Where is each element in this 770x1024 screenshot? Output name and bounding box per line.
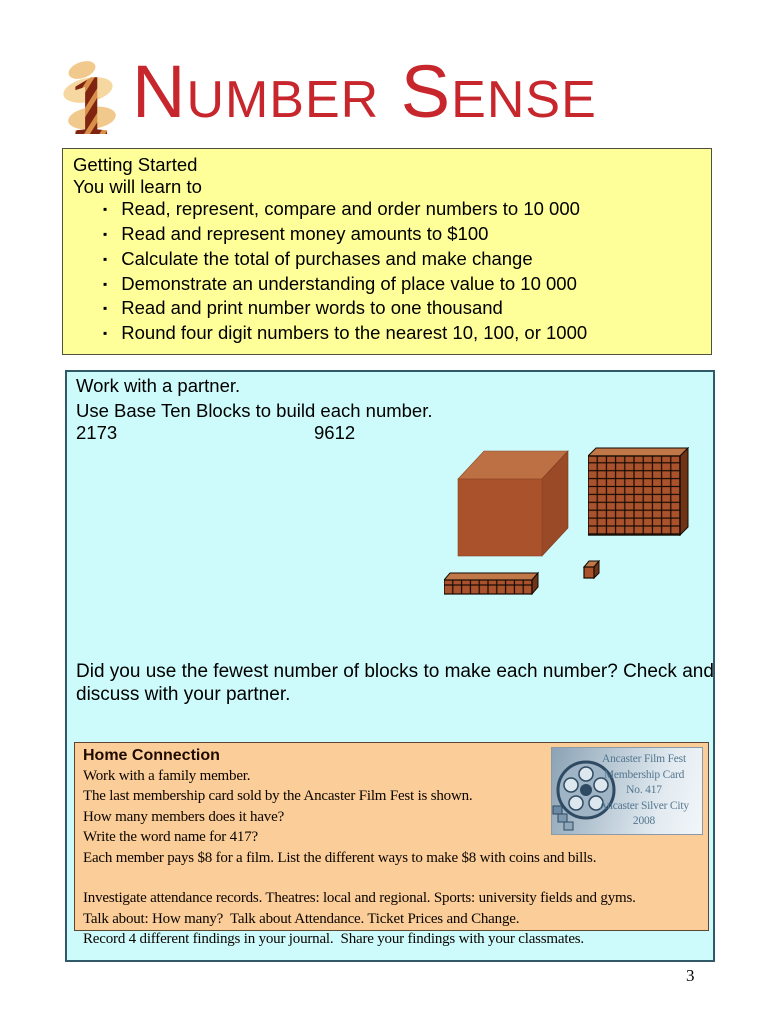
card-line: 2008	[632, 815, 656, 828]
goal-text: Calculate the total of purchases and make change	[121, 247, 533, 269]
home-connection-line: Work with a family member.	[83, 768, 251, 784]
home-connection-line: Investigate attendance records. Theatres: local and regional. Sports: university fields and gyms.	[83, 890, 636, 907]
card-line: Membership Card	[603, 768, 685, 781]
list-item	[73, 223, 701, 248]
list-item	[73, 297, 701, 322]
membership-card-text	[588, 752, 700, 830]
bullet-icon: ▪	[103, 325, 108, 340]
home-connection-heading: Home Connection	[83, 747, 220, 764]
getting-started-heading: Getting Started	[73, 154, 198, 175]
goal-text: Read and represent money amounts to $100	[121, 223, 489, 245]
thousands-cube-icon	[450, 443, 570, 559]
home-connection-line: How many members does it have?	[83, 808, 285, 825]
number-to-build-2: 9612	[314, 422, 356, 443]
tens-rod-icon	[444, 571, 544, 595]
ones-unit-icon	[583, 560, 601, 580]
numbers-row	[67, 422, 713, 444]
bullet-icon: ▪	[103, 276, 108, 291]
home-connection-line: Talk about: How many? Talk about Attendance. Ticket Prices and Change.	[83, 910, 520, 927]
goal-text: Demonstrate an understanding of place value to 10 000	[121, 272, 577, 294]
getting-started-intro: You will learn to	[73, 175, 202, 197]
card-line: Ancaster Silver City	[599, 799, 689, 812]
activity-instruction-1: Work with a partner.	[76, 375, 241, 396]
list-item	[73, 273, 701, 298]
home-connection-line: Record 4 different findings in your journal. Share your findings with your classmates.	[83, 931, 584, 948]
page-title: Number Sense	[132, 50, 597, 133]
membership-card-image	[551, 747, 703, 835]
bullet-icon: ▪	[103, 227, 108, 242]
number-to-build-1: 2173	[76, 422, 118, 443]
goal-text: Round four digit numbers to the nearest 10, 100, or 1000	[121, 321, 588, 343]
bullet-icon: ▪	[103, 301, 108, 316]
card-line: No. 417	[626, 784, 662, 797]
card-line: Ancaster Film Fest	[602, 753, 686, 765]
goal-text: Read, represent, compare and order numbers to 10 000	[121, 198, 580, 220]
list-item	[73, 198, 701, 223]
home-connection-line: Write the word name for 417?	[83, 829, 258, 846]
home-connection-box	[74, 742, 709, 948]
partner-activity-box	[65, 370, 715, 962]
bullet-icon: ▪	[103, 202, 108, 217]
discussion-question: Did you use the fewest number of blocks to make each number? Check and discuss with your partner.	[76, 661, 714, 705]
home-connection-line: Each member pays $8 for a film. List the different ways to make $8 with coins and bills.	[83, 849, 597, 866]
list-item	[73, 248, 701, 273]
learning-goals-list	[73, 198, 701, 346]
number-one-clipart-icon	[62, 56, 118, 146]
goal-text: Read and print number words to one thousand	[121, 297, 503, 319]
svg-text:1: 1	[68, 57, 112, 146]
home-connection-line	[83, 868, 700, 888]
bullet-icon: ▪	[103, 251, 108, 266]
getting-started-box	[62, 148, 712, 355]
list-item	[73, 322, 701, 347]
page-number: 3	[686, 966, 695, 985]
home-connection-line: The last membership card sold by the Ancaster Film Fest is shown.	[83, 788, 473, 805]
activity-instruction-2: Use Base Ten Blocks to build each number.	[76, 400, 433, 421]
hundreds-flat-icon	[588, 447, 690, 539]
